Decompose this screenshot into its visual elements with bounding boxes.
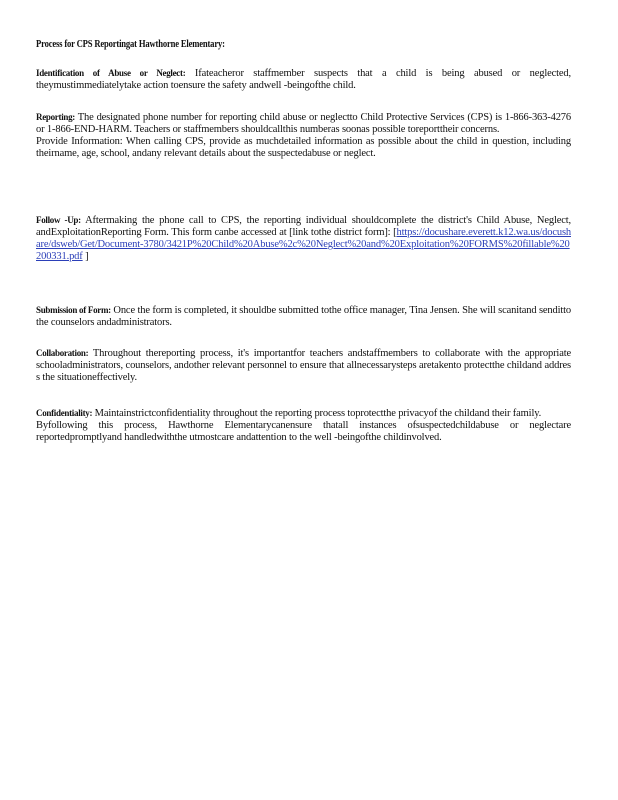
section-follow-up [36, 214, 571, 263]
section-text: Aftermaking the phone call to CPS, the reporting individual shouldcomplete the district's Child Abuse, Neglect, andExploitationReporting Form. This form canbe accessed at [link tothe district form]: [ [36, 215, 571, 238]
section-heading: Reporting: [36, 112, 75, 122]
section-heading: Identification of Abuse or Neglect: [36, 68, 186, 78]
section-confidentiality [36, 407, 571, 444]
section-heading: Collaboration: [36, 348, 89, 358]
document-title: Process for CPS Reportingat Hawthorne Elementary: [36, 39, 225, 50]
section-text: Maintainstrictconfidentiality throughout the reporting process toprotectthe privacyof the childand their family. [92, 408, 542, 419]
section-heading: Submission of Form: [36, 305, 111, 315]
section-reporting [36, 111, 571, 160]
section-extra-text: Provide Information: When calling CPS, provide as muchdetailed information as possible about the child in question, including theirname, age, school, andany relevant details about the suspectedabuse or neglect. [36, 136, 571, 159]
section-identification [36, 67, 571, 92]
section-collaboration [36, 347, 571, 384]
section-text: The designated phone number for reporting child abuse or neglectto Child Protective Services (CPS) is 1-866-363-4276 or 1-866-END-HARM. Teachers or staffmembers shouldcallthis numberas soonas possible toreporttheir concerns. [36, 112, 571, 135]
section-heading: Confidentiality: [36, 408, 93, 418]
section-extra-text: Byfollowing this process, Hawthorne Elementarycanensure thatall instances ofsuspectedchildabuse or neglectare reportedpromptlyand handledwiththe utmostcare andattention to the well -beingofthe childinvolved. [36, 420, 571, 443]
district-form-link[interactable]: https://docushare.everett.k12.wa.us/docushare/dsweb/Get/Document-3780/3421P%20Child%20Abuse%2c%20Neglect%20and%20Exploitation%20FORMS%20fillable%20200331.pdf [36, 227, 571, 262]
section-submission [36, 304, 571, 329]
section-text: Ifateacheror staffmember suspects that a child is being abused or neglected, theymustimmediatelytake action toensure the safety andwell -beingofthe child. [36, 68, 571, 91]
section-heading: Follow -Up: [36, 215, 81, 225]
section-text-end: ] [82, 251, 89, 262]
section-text: Throughout thereporting process, it's importantfor teachers andstaffmembers to collaborate with the appropriate schooladministrators, counselors, andother relevant personnel to ensure that allnecessarysteps aretakento protectthe childand addres s the situationeffectively. [36, 348, 571, 383]
section-text: Once the form is completed, it shouldbe submitted tothe office manager, Tina Jensen. She will scanitand senditto the counselors andadministrators. [36, 305, 572, 328]
